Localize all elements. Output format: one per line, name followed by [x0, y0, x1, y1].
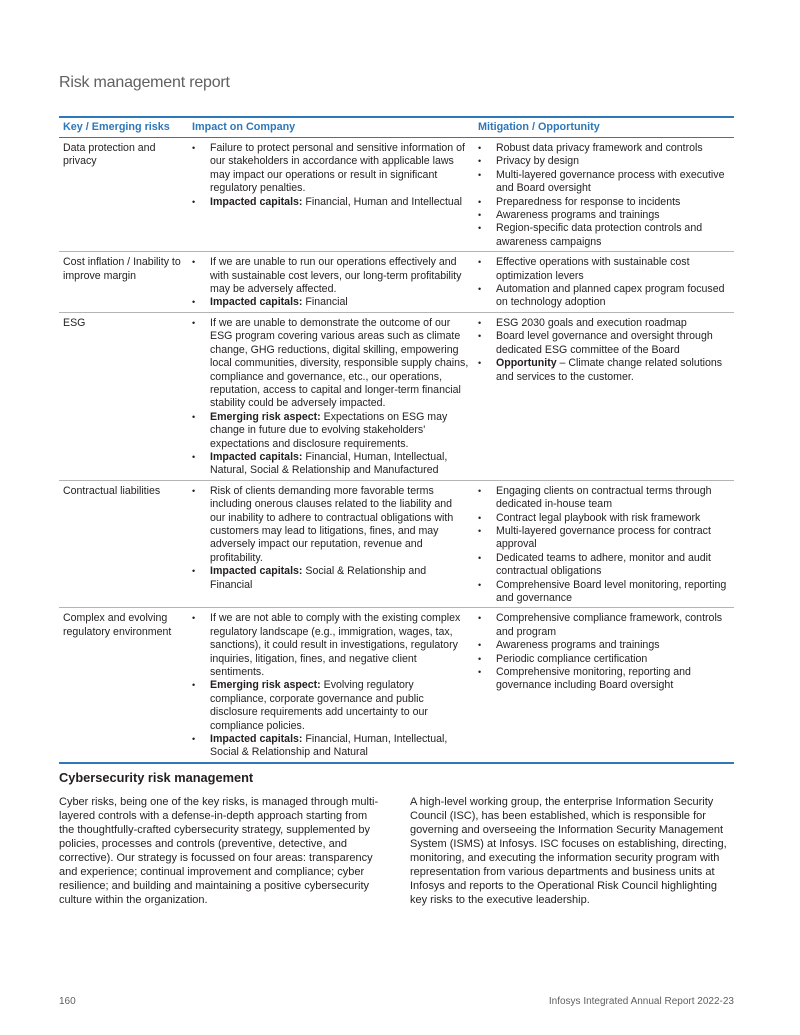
mitigation-list-item: [478, 256, 730, 283]
mitigation-list-item: [478, 169, 730, 196]
mitigation-item-text: Multi-layered governance process with executive and Board oversight: [496, 168, 725, 195]
mitigation-list: [478, 142, 730, 249]
cybersecurity-section-title: Cybersecurity risk management: [59, 770, 254, 785]
impact-item-text: Failure to protect personal and sensitive information of our stakeholders in accordance with applicable laws may impact our operations or result in significant regulatory penalties.: [210, 142, 465, 195]
impact-list: [192, 612, 470, 759]
mitigation-item-text: Comprehensive compliance framework, controls and program: [496, 612, 723, 638]
header-mitigation: Mitigation / Opportunity: [478, 121, 600, 134]
impact-cell: [188, 252, 474, 313]
mitigation-item-text: – Climate change related solutions and services to the customer.: [496, 357, 723, 383]
impact-item-text: Evolving regulatory compliance, corporate governance and public disclosure requirements add uncertainty to our compliance policies.: [210, 679, 428, 732]
mitigation-list-item: [478, 653, 730, 666]
table-row: [59, 480, 734, 608]
mitigation-list-item: [478, 196, 730, 209]
table-row: [59, 138, 734, 252]
mitigation-item-text: Comprehensive monitoring, reporting and governance including Board oversight: [496, 666, 691, 692]
footer-report-title: Infosys Integrated Annual Report 2022-23: [548, 996, 734, 1007]
mitigation-item-text: ESG 2030 goals and execution roadmap: [496, 316, 687, 329]
mitigation-list-item: [478, 579, 730, 606]
mitigation-list: [478, 485, 730, 606]
impact-item-label: Impacted capitals:: [210, 296, 303, 309]
mitigation-list-item: [478, 155, 730, 168]
risk-name-cell: Cost inflation / Inability to improve margin: [63, 256, 181, 282]
impact-item-label: Emerging risk aspect:: [210, 679, 321, 692]
mitigation-item-text: Multi-layered governance process for contract approval: [496, 524, 711, 551]
impact-list-item: [192, 612, 470, 679]
mitigation-list-item: [478, 317, 730, 330]
mitigation-list-item: [478, 357, 730, 384]
risk-table-body: [59, 138, 734, 763]
mitigation-list-item: [478, 485, 730, 512]
risk-name-cell: ESG: [63, 316, 86, 329]
mitigation-list-item: [478, 639, 730, 652]
risk-name-cell: Data protection and privacy: [63, 142, 156, 168]
impact-item-text: Expectations on ESG may change in future due to evolving stakeholders' expectations and disclosure requirements.: [210, 410, 448, 450]
mitigation-item-text: Preparedness for response to incidents: [496, 195, 681, 208]
impact-item-text: Social & Relationship and Financial: [210, 565, 427, 591]
impact-cell: [188, 608, 474, 763]
impact-item-label: Impacted capitals:: [210, 195, 303, 208]
mitigation-cell: [474, 480, 734, 608]
mitigation-item-text: Engaging clients on contractual terms through dedicated in-house team: [496, 484, 712, 511]
impact-item-text: Financial, Human, Intellectual, Natural, Social & Relationship and Manufactured: [210, 450, 448, 477]
mitigation-item-text: Privacy by design: [496, 155, 580, 168]
impact-item-text: If we are unable to run our operations effectively and with sustainable cost levers, our long-term profitability may be adversely affected.: [210, 256, 462, 296]
impact-list: [192, 142, 470, 209]
table-row: [59, 312, 734, 480]
mitigation-cell: [474, 312, 734, 480]
impact-list-item: [192, 451, 470, 478]
impact-list-item: [192, 317, 470, 411]
mitigation-list-item: [478, 222, 730, 249]
mitigation-item-text: Awareness programs and trainings: [496, 639, 660, 652]
mitigation-item-text: Effective operations with sustainable cost optimization levers: [496, 256, 690, 282]
impact-list-item: [192, 296, 470, 309]
impact-item-text: If we are not able to comply with the existing complex regulatory landscape (e.g., immigration, wages, tax, sanctions), it could result in investigations, regulatory inquiries, litigation, fines, and negative client sentiments.: [210, 612, 461, 679]
mitigation-item-text: Awareness programs and trainings: [496, 209, 660, 222]
mitigation-item-text: Periodic compliance certification: [496, 652, 648, 665]
table-row: [59, 608, 734, 763]
impact-list-item: [192, 142, 470, 196]
impact-list-item: [192, 565, 470, 592]
mitigation-item-text: Robust data privacy framework and controls: [496, 142, 703, 154]
mitigation-item-label: Opportunity: [496, 357, 557, 370]
mitigation-item-text: Region-specific data protection controls and awareness campaigns: [496, 222, 703, 248]
mitigation-item-text: Contract legal playbook with risk framework: [496, 511, 701, 524]
impact-item-label: Impacted capitals:: [210, 450, 303, 463]
page-title: Risk management report: [59, 74, 230, 91]
impact-item-text: Financial, Human and Intellectual: [302, 195, 463, 208]
mitigation-item-text: Automation and planned capex program focused on technology adoption: [496, 283, 725, 309]
mitigation-list-item: [478, 209, 730, 222]
mitigation-list-item: [478, 552, 730, 579]
mitigation-cell: [474, 252, 734, 313]
impact-cell: [188, 312, 474, 480]
table-header-row: [59, 117, 734, 138]
mitigation-list-item: [478, 525, 730, 552]
impact-item-text: If we are unable to demonstrate the outcome of our ESG program covering various areas such as climate change, GHG reductions, digital skilling, empowering local communities, diversity, responsible supply chains, compliance and governance, etc., our operations, reputation, access to capital and longer-term financial stability could be adversely impacted.: [210, 316, 469, 410]
impact-list: [192, 317, 470, 478]
impact-list-item: [192, 485, 470, 565]
impact-item-label: Impacted capitals:: [210, 565, 303, 578]
risk-table: [59, 116, 734, 764]
mitigation-cell: [474, 608, 734, 763]
mitigation-list-item: [478, 612, 730, 639]
mitigation-cell: [474, 138, 734, 252]
cybersecurity-left-paragraph: Cyber risks, being one of the key risks, is managed through multi-layered controls with a defense-in-depth approach starting from the thoughtfully-crafted cybersecurity strategy, supplemented by policies, processes and controls (preventive, detective, and corrective). Our strategy is focussed on four areas: transparency and experience; continual improvement and compliance; cyber resilience; and building and maintaining a positive cybersecurity culture within the organization.: [59, 796, 379, 906]
mitigation-list: [478, 612, 730, 692]
impact-list: [192, 256, 470, 310]
mitigation-list-item: [478, 330, 730, 357]
mitigation-list-item: [478, 142, 730, 155]
risk-name-cell: Complex and evolving regulatory environment: [63, 612, 172, 638]
mitigation-item-text: Dedicated teams to adhere, monitor and audit contractual obligations: [496, 551, 711, 578]
impact-list: [192, 485, 470, 592]
table-row: [59, 252, 734, 313]
page-number: 160: [59, 996, 76, 1007]
impact-item-label: Emerging risk aspect:: [210, 410, 321, 423]
impact-list-item: [192, 411, 470, 451]
mitigation-list-item: [478, 512, 730, 525]
impact-list-item: [192, 733, 470, 760]
impact-item-text: Financial: [302, 296, 348, 309]
mitigation-list-item: [478, 666, 730, 693]
impact-cell: [188, 138, 474, 252]
mitigation-list: [478, 256, 730, 310]
impact-cell: [188, 480, 474, 608]
mitigation-item-text: Comprehensive Board level monitoring, reporting and governance: [496, 578, 727, 604]
impact-item-label: Impacted capitals:: [210, 733, 303, 746]
impact-list-item: [192, 196, 470, 209]
impact-item-text: Financial, Human, Intellectual, Social & Relationship and Natural: [210, 733, 448, 759]
impact-list-item: [192, 679, 470, 733]
risk-name-cell: Contractual liabilities: [63, 484, 161, 497]
mitigation-item-text: Board level governance and oversight through dedicated ESG committee of the Board: [496, 330, 713, 356]
impact-list-item: [192, 256, 470, 296]
mitigation-list: [478, 317, 730, 384]
impact-item-text: Risk of clients demanding more favorable terms including onerous clauses related to the liability and our inability to adhere to contractual obligations with customers may lead to litigations, fines, and may adversely impact our reputation, revenue and profitability.: [210, 484, 454, 564]
cybersecurity-right-paragraph: A high-level working group, the enterprise Information Security Council (ISC), has been established, which is responsible for governing and overseeing the Information Security Management System (ISMS) at Infosys. ISC focuses on establishing, directing, monitoring, and executing the information security program with representation from various departments and business units at Infosys and reports to the Operational Risk Council highlighting key risks to the executive leadership.: [410, 796, 727, 906]
header-key-risks: Key / Emerging risks: [63, 121, 170, 134]
header-impact: Impact on Company: [192, 121, 296, 134]
mitigation-list-item: [478, 283, 730, 310]
